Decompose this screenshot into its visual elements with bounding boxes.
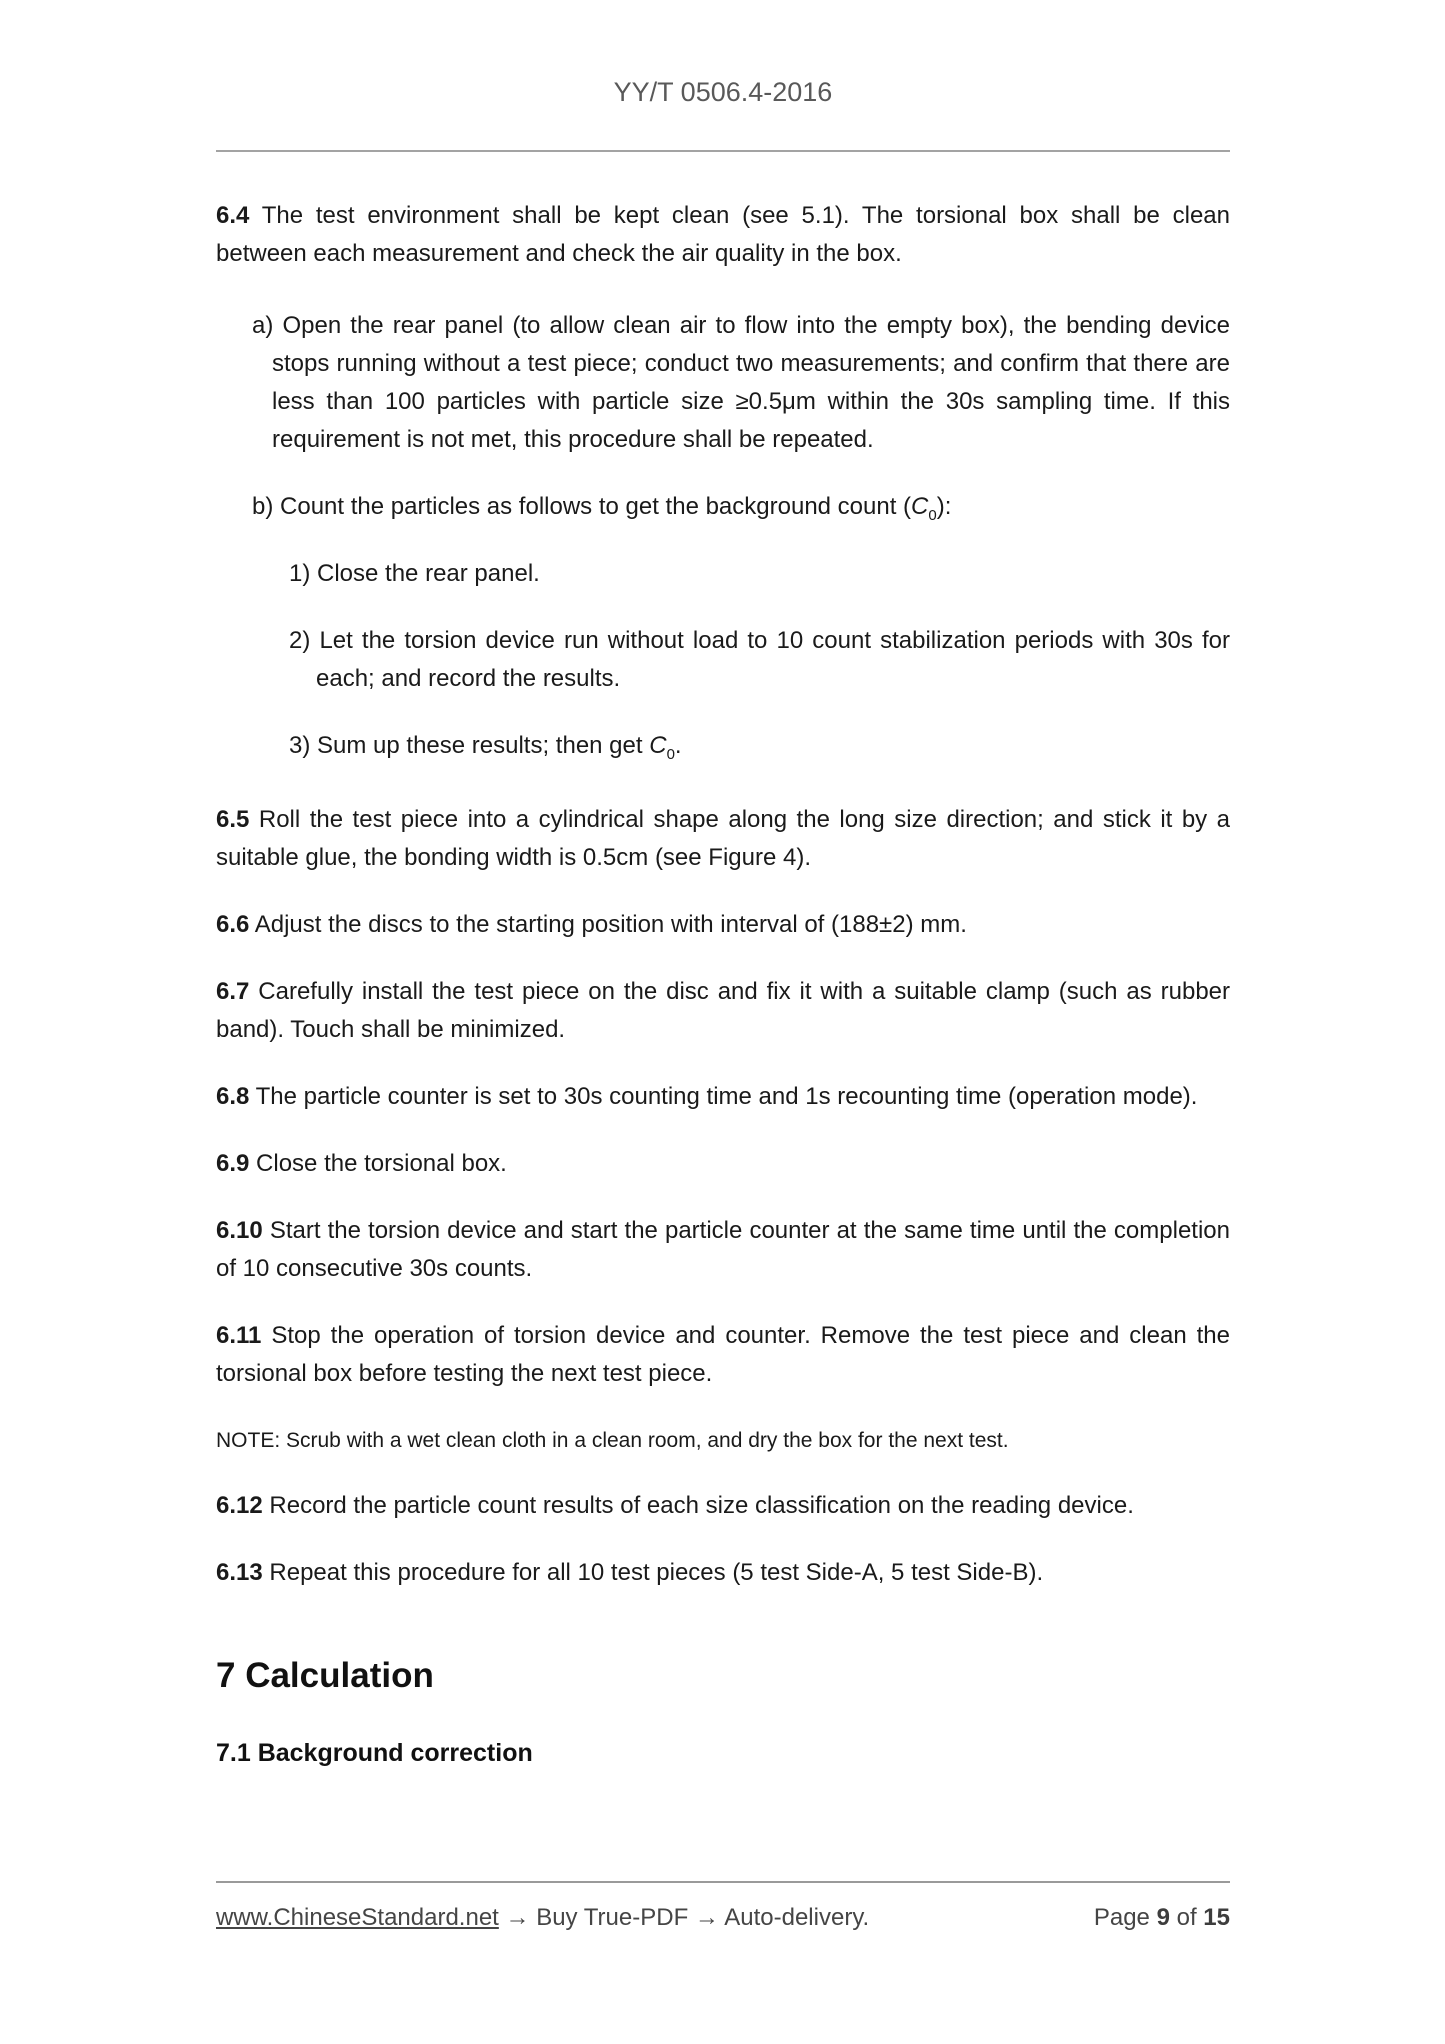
header-divider [216, 150, 1230, 152]
paragraph-text: Close the torsional box. [256, 1150, 507, 1177]
paragraph-text: Record the particle count results of each size classification on the reading device. [269, 1492, 1134, 1519]
list-item-1 [216, 555, 1230, 593]
paragraph-text: The test environment shall be kept clean (see 5.1). The torsional box shall be clean between each measurement and check the air quality in the box. [216, 202, 1231, 267]
paragraph-6-8 [216, 1078, 1230, 1116]
heading-7-calculation: 7 Calculation [216, 1656, 434, 1695]
variable-subscript: 0 [666, 745, 675, 763]
paragraph-6-5 [216, 801, 1230, 877]
paragraph-text: Start the torsion device and start the particle counter at the same time until the completion of 10 consecutive 30s counts. [216, 1217, 1230, 1282]
section-number: 6.12 [216, 1492, 263, 1519]
paragraph-6-7 [216, 973, 1230, 1049]
list-item-text: Open the rear panel (to allow clean air to flow into the empty box), the bending device stops running without a test piece; conduct two measurements; and confirm that there are less than 100 particles with particle size ≥0.5μm within the 30s sampling time. If this requirement is not met, this procedure shall be repeated. [272, 312, 1230, 453]
list-item-a [216, 307, 1230, 459]
footer-promo [216, 1903, 869, 1933]
paragraph-6-13 [216, 1554, 1230, 1592]
paragraph-6-11 [216, 1317, 1230, 1393]
section-number: 6.10 [216, 1217, 263, 1244]
list-item-text: Count the particles as follows to get the background count $(C_0)$: [280, 493, 952, 524]
paragraph-6-12 [216, 1487, 1230, 1525]
page-content [216, 0, 1230, 1772]
paragraph-text: Repeat this procedure for all 10 test pieces (5 test Side-A, 5 test Side-B). [269, 1559, 1044, 1586]
section-number: 6.11 [216, 1322, 262, 1349]
footer-divider [216, 1881, 1230, 1883]
total-page-number: 15 [1203, 1904, 1230, 1931]
footer-delivery-text: Auto-delivery. [724, 1904, 870, 1931]
heading-7-1-background-correction: 7.1 Background correction [216, 1739, 533, 1767]
section-number: 6.6 [216, 911, 250, 938]
list-item-text: Close the rear panel. [317, 560, 540, 587]
list-item-3 [216, 727, 1230, 765]
section-number: 6.7 [216, 978, 250, 1005]
section-number: 6.9 [216, 1150, 250, 1177]
list-marker: b) [252, 493, 274, 520]
paragraph-6-4 [216, 197, 1230, 273]
list-item-text: Let the torsion device run without load to 10 count stabilization periods with 30s for each; and record the results. [316, 627, 1231, 692]
page-header-standard-number: YY/T 0506.4-2016 [613, 77, 833, 107]
section-number: 6.5 [216, 806, 250, 833]
paragraph-text: Adjust the discs to the starting position with interval of (188±2) mm. [254, 911, 967, 938]
paragraph-6-9 [216, 1145, 1230, 1183]
page-footer [216, 1881, 1230, 1933]
list-item-b [216, 488, 1230, 526]
paragraph-text: Roll the test piece into a cylindrical shape along the long size direction; and stick it by a suitable glue, the bonding width is 0.5cm (see Figure 4). [216, 806, 1230, 871]
list-marker: a) [252, 312, 274, 339]
list-item-text: Sum up these results; then get $C_0$. [317, 732, 682, 763]
footer-buy-text: Buy True-PDF [536, 1904, 689, 1931]
list-marker: 1) [289, 560, 311, 587]
list-marker: 3) [289, 732, 311, 759]
variable-c: C [911, 493, 929, 520]
section-number: 6.4 [216, 202, 250, 229]
list-marker: 2) [289, 627, 311, 654]
current-page-number: 9 [1156, 1904, 1170, 1931]
list-item-2 [216, 622, 1230, 698]
paragraph-text: The particle counter is set to 30s counting time and 1s recounting time (operation mode). [255, 1083, 1198, 1110]
paragraph-text: Carefully install the test piece on the disc and fix it with a suitable clamp (such as rubber band). Touch shall be minimized. [216, 978, 1231, 1043]
footer-row [216, 1903, 1230, 1933]
arrow-right-icon: → [505, 1904, 530, 1931]
footer-website-link[interactable]: www.ChineseStandard.net [216, 1904, 499, 1931]
paragraph-6-10 [216, 1212, 1230, 1288]
paragraph-6-6 [216, 906, 1230, 944]
page-number: Page 9 of 15 [1093, 1904, 1230, 1931]
variable-c: C [649, 732, 667, 759]
section-number: 6.13 [216, 1559, 263, 1586]
paragraph-text: Stop the operation of torsion device and counter. Remove the test piece and clean the torsional box before testing the next test piece. [216, 1322, 1230, 1387]
arrow-right-icon: → [694, 1904, 719, 1931]
note-paragraph: NOTE: Scrub with a wet clean cloth in a clean room, and dry the box for the next test. [216, 1429, 1009, 1452]
variable-subscript: 0 [928, 506, 937, 524]
section-number: 6.8 [216, 1083, 250, 1110]
